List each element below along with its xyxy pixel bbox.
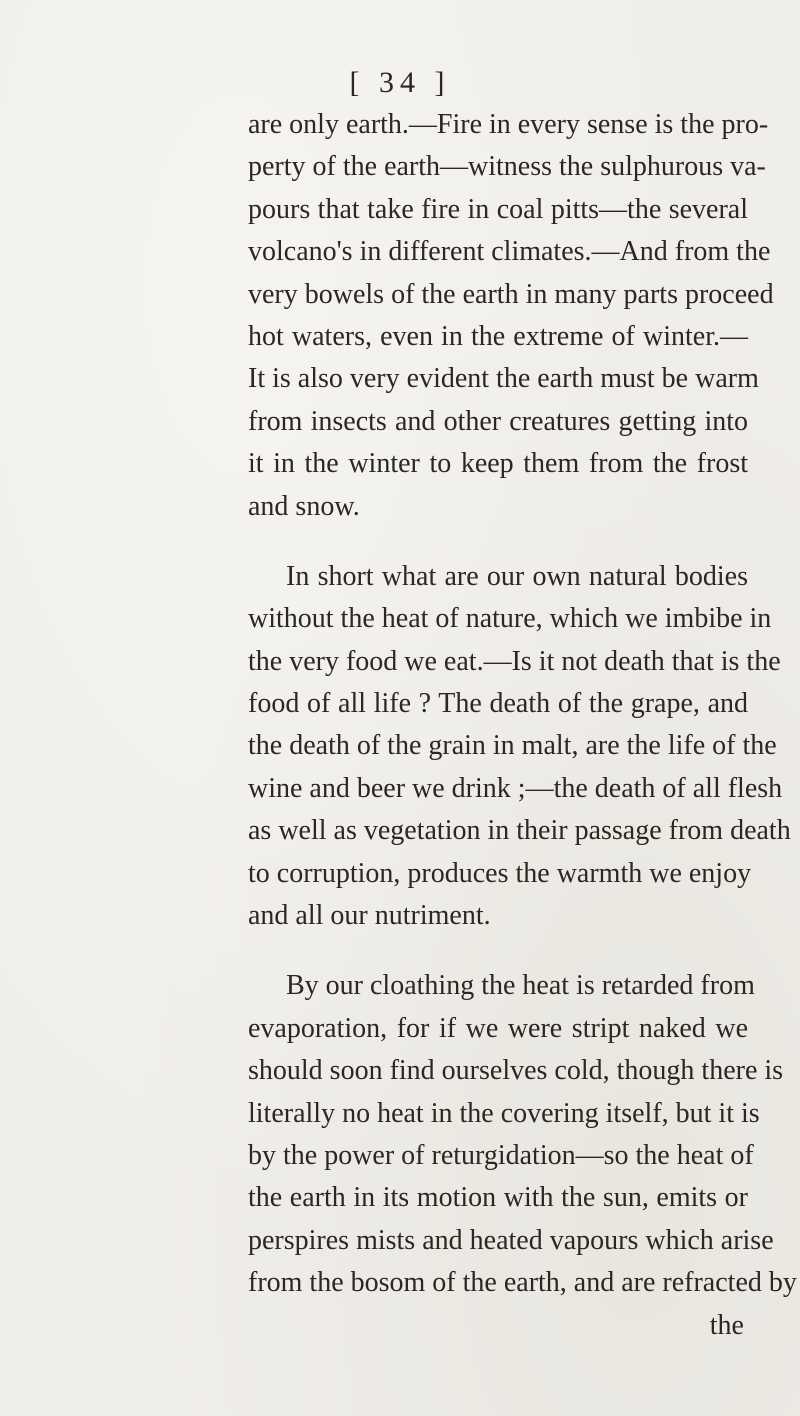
- paragraph-2: [248, 556, 791, 938]
- text-line: perty of the earth—witness the sulphurous va-: [248, 151, 766, 183]
- text-line: by the power of returgidation—so the heat of: [248, 1139, 754, 1171]
- paragraph-gap: [248, 528, 748, 556]
- text-line: are only earth.—Fire in every sense is the pro-: [248, 109, 769, 140]
- text-line: It is also very evident the earth must be warm: [248, 363, 759, 395]
- text-line: and all our nutriment.: [248, 900, 491, 932]
- text-line: as well as vegetation in their passage from death: [248, 815, 791, 847]
- text-line: By our cloathing the heat is retarded from: [286, 970, 755, 1002]
- text-line: very bowels of the earth in many parts proceed: [248, 278, 774, 310]
- text-line: from the bosom of the earth, and are refracted by: [248, 1267, 797, 1299]
- text-line: the very food we eat.—Is it not death that is the: [248, 645, 781, 677]
- text-line: wine and beer we drink ;—the death of all flesh: [248, 772, 783, 804]
- text-line: In short what are our own natural bodies: [286, 560, 748, 592]
- body-text: [248, 104, 797, 1347]
- text-line: should soon find ourselves cold, though there is: [248, 1055, 784, 1087]
- text-line: evaporation, for if we were stript naked we: [248, 1012, 748, 1044]
- text-line: literally no heat in the covering itself, but it is: [248, 1097, 760, 1129]
- text-line: food of all life ? The death of the grape, and: [248, 688, 748, 720]
- text-line: the death of the grain in malt, are the life of the: [248, 730, 777, 762]
- text-line: it in the winter to keep them from the frost: [248, 448, 748, 480]
- text-line: volcano's in different climates.—And from the: [248, 236, 771, 268]
- text-line: without the heat of nature, which we imbibe in: [248, 603, 772, 635]
- text-line: and snow.: [248, 490, 360, 522]
- text-line: hot waters, even in the extreme of winter.—: [248, 320, 748, 352]
- text-line: the earth in its motion with the sun, emits or: [248, 1182, 748, 1214]
- text-line: pours that take fire in coal pitts—the several: [248, 193, 748, 225]
- text-line: from insects and other creatures getting into: [248, 405, 748, 437]
- paragraph-1: [248, 104, 774, 528]
- paragraph-gap: [248, 937, 748, 965]
- catchword: the: [709, 1309, 744, 1341]
- page-number: [ 34 ]: [349, 66, 451, 99]
- paragraph-3: [248, 965, 797, 1304]
- text-line: to corruption, produces the warmth we enjoy: [248, 857, 752, 889]
- text-line: perspires mists and heated vapours which arise: [248, 1224, 774, 1256]
